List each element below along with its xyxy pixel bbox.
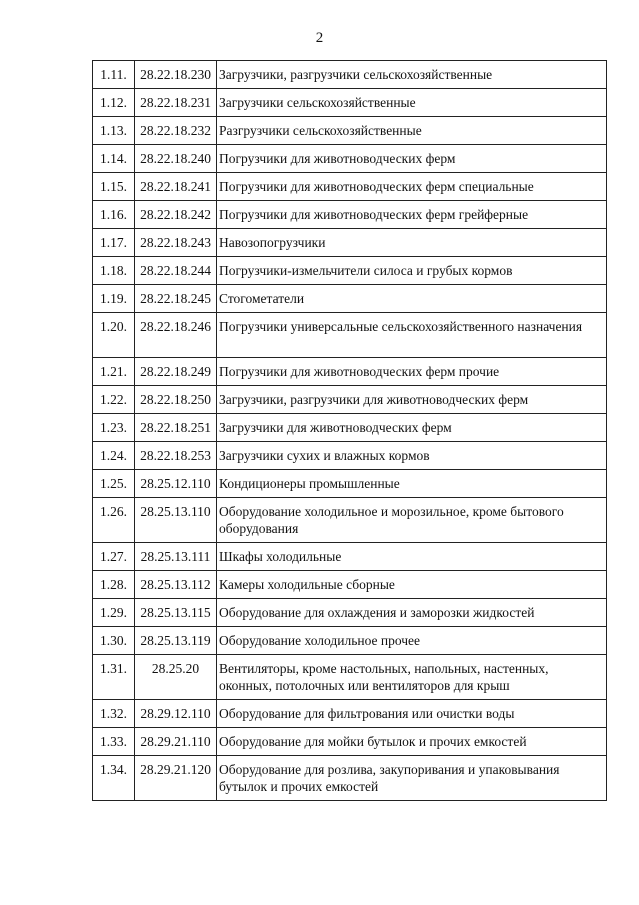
table-row [93, 627, 607, 655]
okpd-code: 28.25.20 [135, 655, 217, 700]
row-number: 1.23. [93, 414, 135, 442]
row-number: 1.20. [93, 313, 135, 358]
okpd-code: 28.25.13.115 [135, 599, 217, 627]
row-number: 1.18. [93, 257, 135, 285]
item-name: Загрузчики для животноводческих ферм [217, 414, 607, 442]
table-row [93, 386, 607, 414]
okpd-code: 28.22.18.251 [135, 414, 217, 442]
table-row [93, 313, 607, 358]
okpd-code: 28.22.18.230 [135, 61, 217, 89]
okpd-code: 28.22.18.250 [135, 386, 217, 414]
item-name: Разгрузчики сельскохозяйственные [217, 117, 607, 145]
row-number: 1.24. [93, 442, 135, 470]
row-number: 1.11. [93, 61, 135, 89]
okpd-code: 28.22.18.231 [135, 89, 217, 117]
item-name: Погрузчики-измельчители силоса и грубых кормов [217, 257, 607, 285]
item-name: Погрузчики для животноводческих ферм специальные [217, 173, 607, 201]
table-row [93, 201, 607, 229]
item-name: Оборудование для мойки бутылок и прочих емкостей [217, 728, 607, 756]
item-name: Погрузчики для животноводческих ферм [217, 145, 607, 173]
okpd-code: 28.25.13.119 [135, 627, 217, 655]
okpd-code: 28.22.18.246 [135, 313, 217, 358]
table-row [93, 599, 607, 627]
table-row [93, 257, 607, 285]
row-number: 1.14. [93, 145, 135, 173]
okpd-code: 28.22.18.243 [135, 229, 217, 257]
row-number: 1.32. [93, 700, 135, 728]
table-row [93, 117, 607, 145]
okpd-code: 28.25.13.112 [135, 571, 217, 599]
table-row [93, 61, 607, 89]
row-number: 1.17. [93, 229, 135, 257]
row-number: 1.26. [93, 498, 135, 543]
row-number: 1.29. [93, 599, 135, 627]
table-row [93, 470, 607, 498]
okpd-code: 28.25.13.110 [135, 498, 217, 543]
okpd-code: 28.29.21.110 [135, 728, 217, 756]
page-number: 2 [315, 30, 324, 46]
row-number: 1.12. [93, 89, 135, 117]
table-row [93, 498, 607, 543]
table-row [93, 358, 607, 386]
item-name: Кондиционеры промышленные [217, 470, 607, 498]
table-row [93, 89, 607, 117]
item-name: Вентиляторы, кроме настольных, напольных, настенных, оконных, потолочных или вентиляторов для крыш [217, 655, 607, 700]
okpd-code: 28.25.13.111 [135, 543, 217, 571]
okpd-code: 28.22.18.244 [135, 257, 217, 285]
table-row [93, 285, 607, 313]
row-number: 1.21. [93, 358, 135, 386]
okpd-code: 28.29.21.120 [135, 756, 217, 801]
row-number: 1.16. [93, 201, 135, 229]
table-row [93, 173, 607, 201]
row-number: 1.22. [93, 386, 135, 414]
row-number: 1.19. [93, 285, 135, 313]
okpd-code: 28.29.12.110 [135, 700, 217, 728]
item-name: Погрузчики для животноводческих ферм прочие [217, 358, 607, 386]
table-row [93, 442, 607, 470]
item-name: Погрузчики универсальные сельскохозяйственного назначения [217, 313, 607, 358]
row-number: 1.27. [93, 543, 135, 571]
table-row [93, 756, 607, 801]
okpd-code: 28.22.18.242 [135, 201, 217, 229]
row-number: 1.28. [93, 571, 135, 599]
okpd-code: 28.22.18.249 [135, 358, 217, 386]
item-name: Стогометатели [217, 285, 607, 313]
item-name: Камеры холодильные сборные [217, 571, 607, 599]
item-name: Шкафы холодильные [217, 543, 607, 571]
item-name: Загрузчики сухих и влажных кормов [217, 442, 607, 470]
table-row [93, 229, 607, 257]
item-name: Оборудование для охлаждения и заморозки жидкостей [217, 599, 607, 627]
row-number: 1.15. [93, 173, 135, 201]
okpd-code: 28.22.18.232 [135, 117, 217, 145]
table-row [93, 543, 607, 571]
row-number: 1.34. [93, 756, 135, 801]
item-name: Навозопогрузчики [217, 229, 607, 257]
okpd-code: 28.25.12.110 [135, 470, 217, 498]
table-row [93, 655, 607, 700]
item-name: Загрузчики сельскохозяйственные [217, 89, 607, 117]
okpd-code: 28.22.18.245 [135, 285, 217, 313]
row-number: 1.25. [93, 470, 135, 498]
okpd-code: 28.22.18.240 [135, 145, 217, 173]
okpd-code: 28.22.18.241 [135, 173, 217, 201]
okpd-code: 28.22.18.253 [135, 442, 217, 470]
table-row [93, 571, 607, 599]
item-name: Оборудование холодильное прочее [217, 627, 607, 655]
row-number: 1.30. [93, 627, 135, 655]
table-row [93, 414, 607, 442]
row-number: 1.31. [93, 655, 135, 700]
classifier-table [92, 60, 607, 801]
row-number: 1.33. [93, 728, 135, 756]
item-name: Загрузчики, разгрузчики сельскохозяйственные [217, 61, 607, 89]
table-row [93, 145, 607, 173]
item-name: Оборудование холодильное и морозильное, кроме бытового оборудования [217, 498, 607, 543]
item-name: Оборудование для фильтрования или очистки воды [217, 700, 607, 728]
row-number: 1.13. [93, 117, 135, 145]
item-name: Загрузчики, разгрузчики для животноводческих ферм [217, 386, 607, 414]
table-row [93, 700, 607, 728]
item-name: Оборудование для розлива, закупоривания и упаковывания бутылок и прочих емкостей [217, 756, 607, 801]
item-name: Погрузчики для животноводческих ферм грейферные [217, 201, 607, 229]
classifier-table-body [93, 61, 607, 801]
table-row [93, 728, 607, 756]
